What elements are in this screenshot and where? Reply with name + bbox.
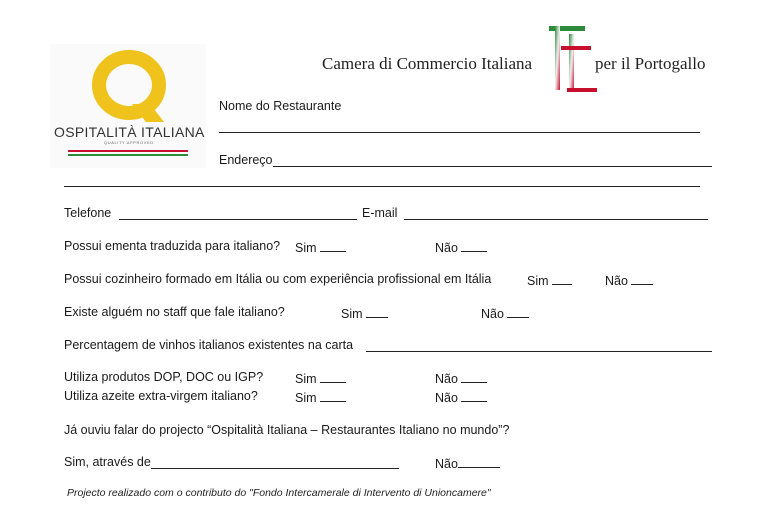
dop-yes[interactable]	[295, 370, 346, 387]
no-label: Não	[481, 307, 504, 321]
olive-oil-no[interactable]	[435, 389, 487, 406]
no-label: Não	[605, 274, 628, 288]
yes-label: Sim	[295, 241, 317, 255]
no-label: Não	[435, 372, 458, 386]
heard-via-field[interactable]	[151, 467, 399, 469]
no-label: Não	[435, 241, 458, 255]
staff-question: Existe alguém no staff que fale italiano?	[64, 305, 285, 319]
email-label: E-mail	[362, 206, 398, 220]
cook-no[interactable]	[605, 272, 653, 289]
address-field-line2[interactable]	[64, 185, 700, 187]
yes-label: Sim	[527, 274, 549, 288]
phone-field[interactable]	[119, 218, 357, 220]
staff-yes[interactable]	[341, 305, 388, 322]
address-label: Endereço	[219, 153, 273, 167]
chamber-title: Camera di Commercio Italiana	[322, 54, 533, 73]
olive-oil-question: Utiliza azeite extra-virgem italiano?	[64, 389, 258, 403]
wines-field[interactable]	[366, 350, 712, 352]
dop-question: Utiliza produtos DOP, DOC ou IGP?	[64, 370, 264, 384]
cook-yes[interactable]	[527, 272, 572, 289]
flag-stripe-red	[68, 150, 188, 152]
phone-label: Telefone	[64, 206, 112, 220]
email-field[interactable]	[404, 218, 708, 220]
yes-label: Sim	[295, 372, 317, 386]
dop-no[interactable]	[435, 370, 487, 387]
no-label: Não	[435, 391, 458, 405]
logo-tagline: QUALITY APPROVED	[104, 140, 154, 145]
olive-oil-yes[interactable]	[295, 389, 346, 406]
restaurant-name-label: Nome do Restaurante	[219, 99, 342, 113]
chamber-title-country: per il Portogallo	[595, 54, 706, 73]
staff-no[interactable]	[481, 305, 529, 322]
ft-logo-icon	[547, 24, 599, 94]
project-question: Já ouviu falar do projecto “Ospitalità Italiana – Restaurantes Italiano no mundo”?	[64, 423, 510, 437]
address-field[interactable]	[273, 165, 712, 167]
heard-no[interactable]	[435, 455, 500, 472]
cook-question: Possui cozinheiro formado em Itália ou com experiência profissional em Itália	[64, 272, 492, 286]
logo-name: OSPITALITÀ ITALIANA	[54, 124, 205, 140]
q-logo-icon	[88, 50, 170, 130]
yes-label: Sim	[295, 391, 317, 405]
footer-note: Projecto realizado com o contributo do "Fondo Intercamerale di Intervento di Unioncamere"	[67, 487, 491, 499]
flag-stripe-green	[68, 154, 188, 156]
heard-via-label: Sim, através de	[64, 455, 151, 469]
menu-no[interactable]	[435, 239, 487, 256]
yes-label: Sim	[341, 307, 363, 321]
menu-yes[interactable]	[295, 239, 346, 256]
restaurant-name-field[interactable]	[219, 131, 700, 133]
menu-question: Possui ementa traduzida para italiano?	[64, 239, 281, 253]
wines-question: Percentagem de vinhos italianos existentes na carta	[64, 338, 354, 352]
no-label: Não	[435, 457, 458, 471]
